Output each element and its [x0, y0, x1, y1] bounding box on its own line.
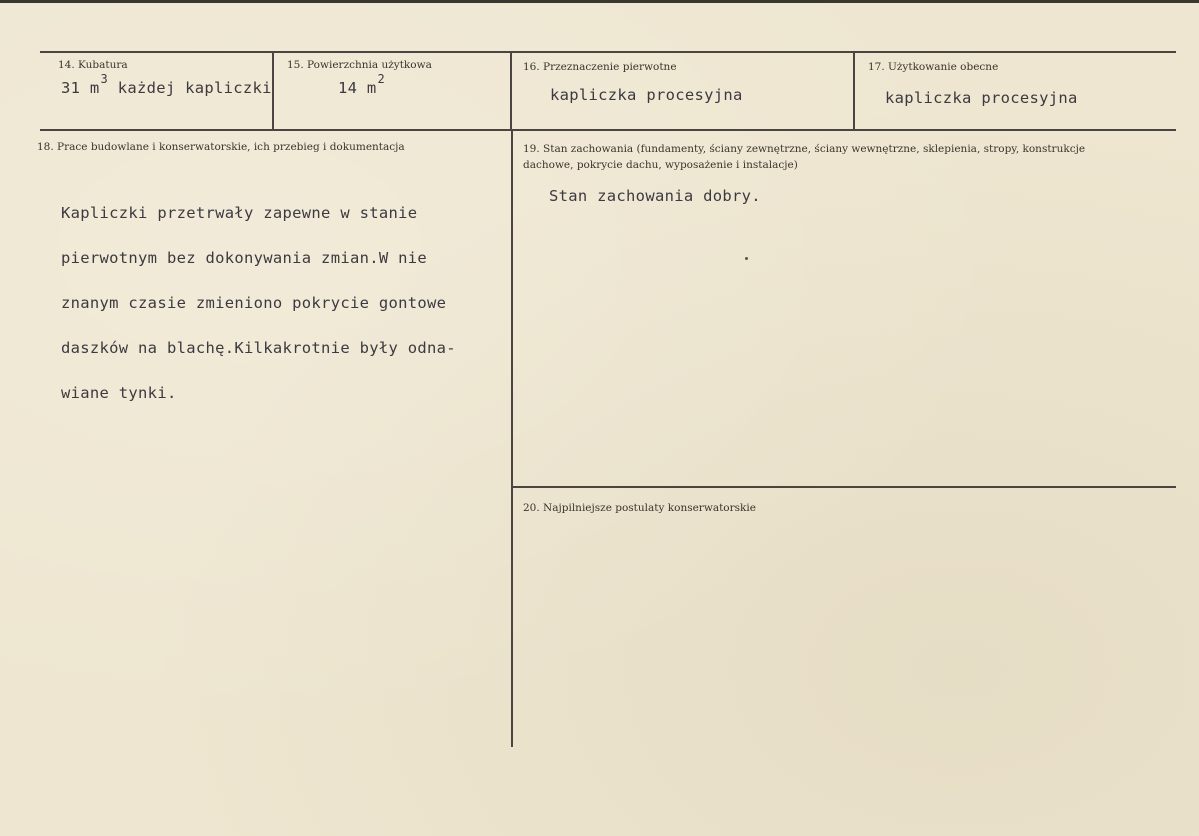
card-top-edge	[0, 0, 1199, 3]
rule-col-18-19	[511, 130, 513, 747]
rule-row1-bottom	[40, 129, 1176, 131]
field-20-label: 20. Najpilniejsze postulaty konserwatorskie	[523, 502, 756, 514]
field-15-label: 15. Powierzchnia użytkowa	[287, 59, 432, 71]
rule-col-14-15	[272, 51, 274, 130]
field-15-exponent: 2	[377, 72, 386, 86]
field-14-label: 14. Kubatura	[58, 59, 128, 71]
field-17-value: kapliczka procesyjna	[885, 89, 1078, 107]
field-17-label: 17. Użytkowanie obecne	[868, 61, 999, 73]
field-15-value	[338, 72, 386, 97]
field-19-label-line2: dachowe, pokrycie dachu, wyposażenie i instalacje)	[523, 159, 798, 171]
field-18-value	[61, 176, 456, 431]
field-14-exponent: 3	[100, 72, 109, 86]
field-18-line: Kapliczki przetrwały zapewne w stanie	[61, 204, 418, 222]
field-19-value: Stan zachowania dobry.	[549, 187, 761, 205]
rule-top	[40, 51, 1176, 53]
rule-col-15-16	[510, 51, 512, 130]
rule-19-20-divider	[512, 486, 1176, 488]
field-16-value: kapliczka procesyjna	[550, 86, 743, 104]
field-16-label: 16. Przeznaczenie pierwotne	[523, 61, 677, 73]
field-18-line: wiane tynki.	[61, 384, 177, 402]
field-18-line: daszków na blachę.Kilkakrotnie były odna-	[61, 339, 456, 357]
field-15-number: 14 m	[338, 79, 377, 97]
field-18-label: 18. Prace budowlane i konserwatorskie, ich przebieg i dokumentacja	[37, 141, 405, 153]
field-18-line: znanym czasie zmieniono pokrycie gontowe	[61, 294, 447, 312]
field-14-value	[61, 72, 272, 97]
field-19-label-line1: 19. Stan zachowania (fundamenty, ściany zewnętrzne, ściany wewnętrzne, sklepienia, stropy, konstrukcje	[523, 143, 1086, 155]
rule-col-16-17	[853, 51, 855, 130]
field-18-line: pierwotnym bez dokonywania zmian.W nie	[61, 249, 428, 267]
ink-dot	[745, 257, 748, 260]
field-14-description: każdej kapliczki	[117, 79, 272, 97]
field-14-number: 31 m	[61, 79, 100, 97]
